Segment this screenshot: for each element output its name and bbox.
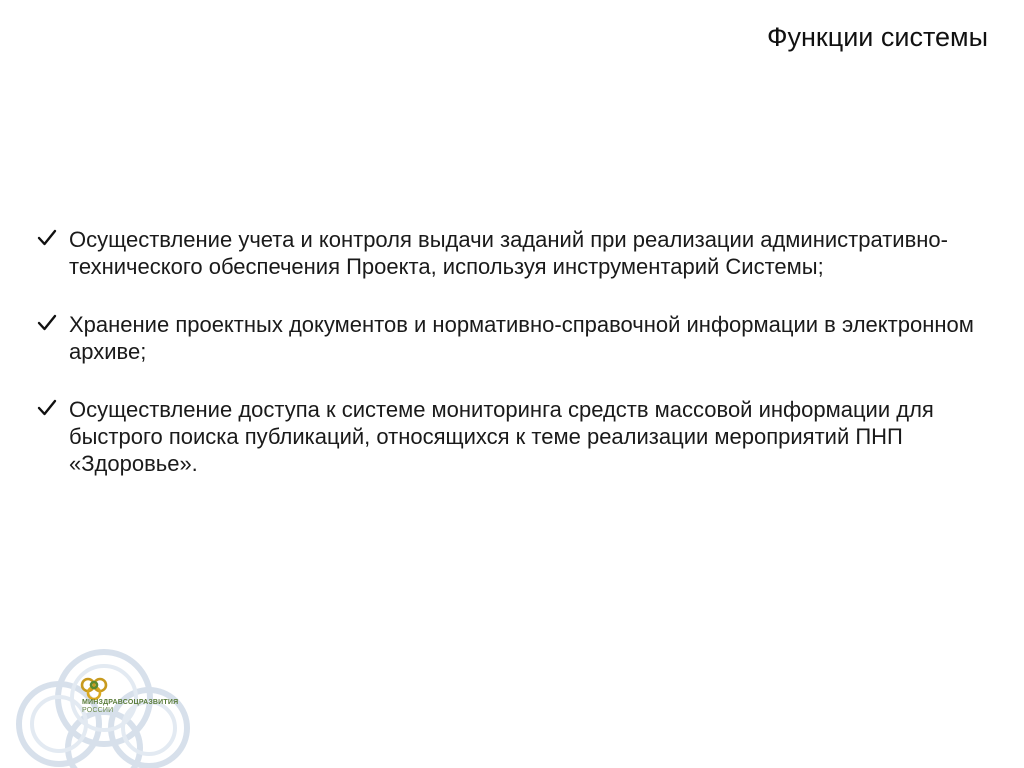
logo-caption-line1: МИНЗДРАВСОЦРАЗВИТИЯ xyxy=(82,699,179,706)
bullet-item xyxy=(36,396,996,477)
bullet-item xyxy=(36,226,996,280)
checkmark-icon xyxy=(36,396,69,423)
checkmark-icon xyxy=(36,311,69,338)
bullet-item xyxy=(36,311,996,365)
bullet-list xyxy=(36,226,996,508)
checkmark-icon xyxy=(36,226,69,253)
bullet-text: Хранение проектных документов и нормативно-справочной информации в электронном архиве; xyxy=(69,312,974,364)
bullet-text: Осуществление доступа к системе мониторинга средств массовой информации для быстрого поиска публикаций, относящихся к теме реализации мероприятий ПНП «Здоровье». xyxy=(69,397,934,476)
logo-caption-line2: РОССИИ xyxy=(82,707,114,714)
logo-caption xyxy=(82,699,178,715)
slide-title: Функции системы xyxy=(766,22,988,52)
bullet-text: Осуществление учета и контроля выдачи заданий при реализации административно-технического обеспечения Проекта, используя инструментарий Системы; xyxy=(69,227,948,279)
